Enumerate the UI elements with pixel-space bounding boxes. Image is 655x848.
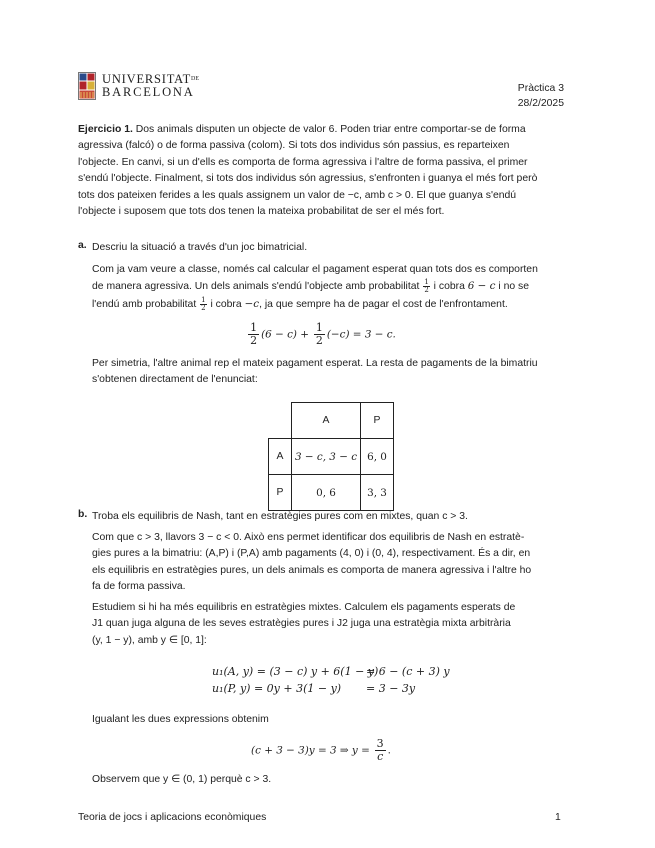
part-a-paragraph-2: Per simetria, l'altre animal rep el mateix pagament esperat. La resta de pagaments de la bimatriu s'obtenen directament de l'enunciat: [92,358,538,386]
matrix-cell: 6, 0 [361,439,394,475]
practice-number: Pràctica 3 [517,83,564,94]
part-b-paragraph-3: Igualant les dues expressions obtenim [92,714,269,725]
statement-line: l'objecte. En canvi, si un d'ells es comporta de forma agressiva i l'altre de forma passiva, el primer [78,156,528,168]
part-b-label: b. [78,509,88,520]
equation-row: u₁(P, y) = 0y + 3(1 − y) = 3 − 3y [212,682,416,695]
statement-line: agressiva (falcó) o de forma passiva (colom). Si tots dos individus són passius, es reparteixen [78,140,510,152]
exercise-title: Ejercicio 1. [78,124,133,135]
logo-barcelona-text: BARCELONA [102,85,195,99]
matrix-row [269,475,394,511]
university-logo [78,72,199,100]
part-b-paragraph-1: Com que c > 3, llavors 3 − c < 0. Això ens permet identificar dos equilibris de Nash en estratè- gies pures a la bimatriu: (A,P) i (P,A) amb pagaments (4, 0) i (0, 4), respectivament. És a dir, en els equilibris en estratègies pures, un dels animals es comporta de manera agressiva i l'altre ho fa de forma passiva. [92,532,532,593]
fraction-one-half: $\frac{1}{2}$ [250,321,258,347]
expected-payoff-equation: $\frac{1}{2}$ (6 − c) + $\frac{1}{2}$ (−c) = 3 − c. [250,321,396,347]
statement-line: tots dos pateixen ferides a les quals assignem un valor de −c, amb c > 0. El que guanya s'endú [78,189,517,201]
matrix-col-header: A [292,403,361,439]
matrix-row [269,439,394,475]
logo-university-text: $UNIVERSITAT^{DE}$ [102,72,200,86]
matrix-cell: 3, 3 [361,475,394,511]
part-a-question: Descriu la situació a través d'un joc bimatricial. [92,242,308,253]
university-shield-icon [78,72,96,100]
statement-line: Dos animals disputen un objecte de valor 6. Poden triar entre comportar-se de forma [135,124,526,135]
matrix-col-header: P [361,403,394,439]
exercise-statement [78,122,564,220]
matrix-row-header: P [269,475,292,511]
page-header [78,70,564,110]
matrix-corner [269,403,292,439]
statement-line: l'objecte i suposem que tots dos tenen la mateixa probabilitat de ser el més fort. [78,206,445,218]
fraction-one-half: $\frac{1}{2}$ [424,278,429,295]
matrix-cell: 0, 6 [292,475,361,511]
equilibrium-equation: (c + 3 − 3)y = 3 ⇒ y = $\frac{3}{c}$ . [251,737,391,763]
equation-row: u₁(A, y) = (3 − c) y + 6(1 − y)= 6 − (c + 3) y [212,665,450,678]
footer-course-name: Teoria de jocs i aplicacions econòmiques [78,812,267,823]
fraction-three-over-c: $\frac{3}{c}$ [376,737,384,763]
part-a-paragraph-1: Com ja vam veure a classe, només cal calcular el pagament esperat quan tots dos es comporten de manera agressiva. Un dels animals s'endú l'objecte amb probabilitat $\frac{1}{2}$ i cobra 6 − c i no se l'endú amb probabilitat $\frac{1}{2}$ i cobra −c, ja que sempre ha de pagar el cost de l'enfrontament. [92,264,538,312]
part-b-question: Troba els equilibris de Nash, tant en estratègies pures com en mixtes, quan c > 3. [92,511,468,522]
practice-date: 28/2/2025 [517,98,564,109]
part-b-paragraph-4: Observem que y ∈ (0, 1) perquè c > 3. [92,774,272,785]
payoff-bimatrix [268,402,394,511]
statement-line: s'endú l'objecte. Finalment, si tots dos individus són agressius, s'enfronten i guanya el més fort però [78,173,538,185]
matrix-header-row [269,403,394,439]
fraction-one-half: $\frac{1}{2}$ [201,295,206,312]
footer-page-number: 1 [555,812,561,823]
payoff-equations [212,663,450,697]
part-a-label: a. [78,240,87,251]
matrix-cell: 3 − c, 3 − c [292,439,361,475]
fraction-one-half: $\frac{1}{2}$ [315,321,323,347]
matrix-row-header: A [269,439,292,475]
header-info [518,81,564,111]
part-b-paragraph-2: Estudiem si hi ha més equilibris en estratègies mixtes. Calculem els pagaments esperats de J1 quan juga alguna de les seves estratègies pures i J2 juga una estratègia mixta arbitrària (y, 1 − y), amb y ∈ [0, 1]: [92,602,516,646]
